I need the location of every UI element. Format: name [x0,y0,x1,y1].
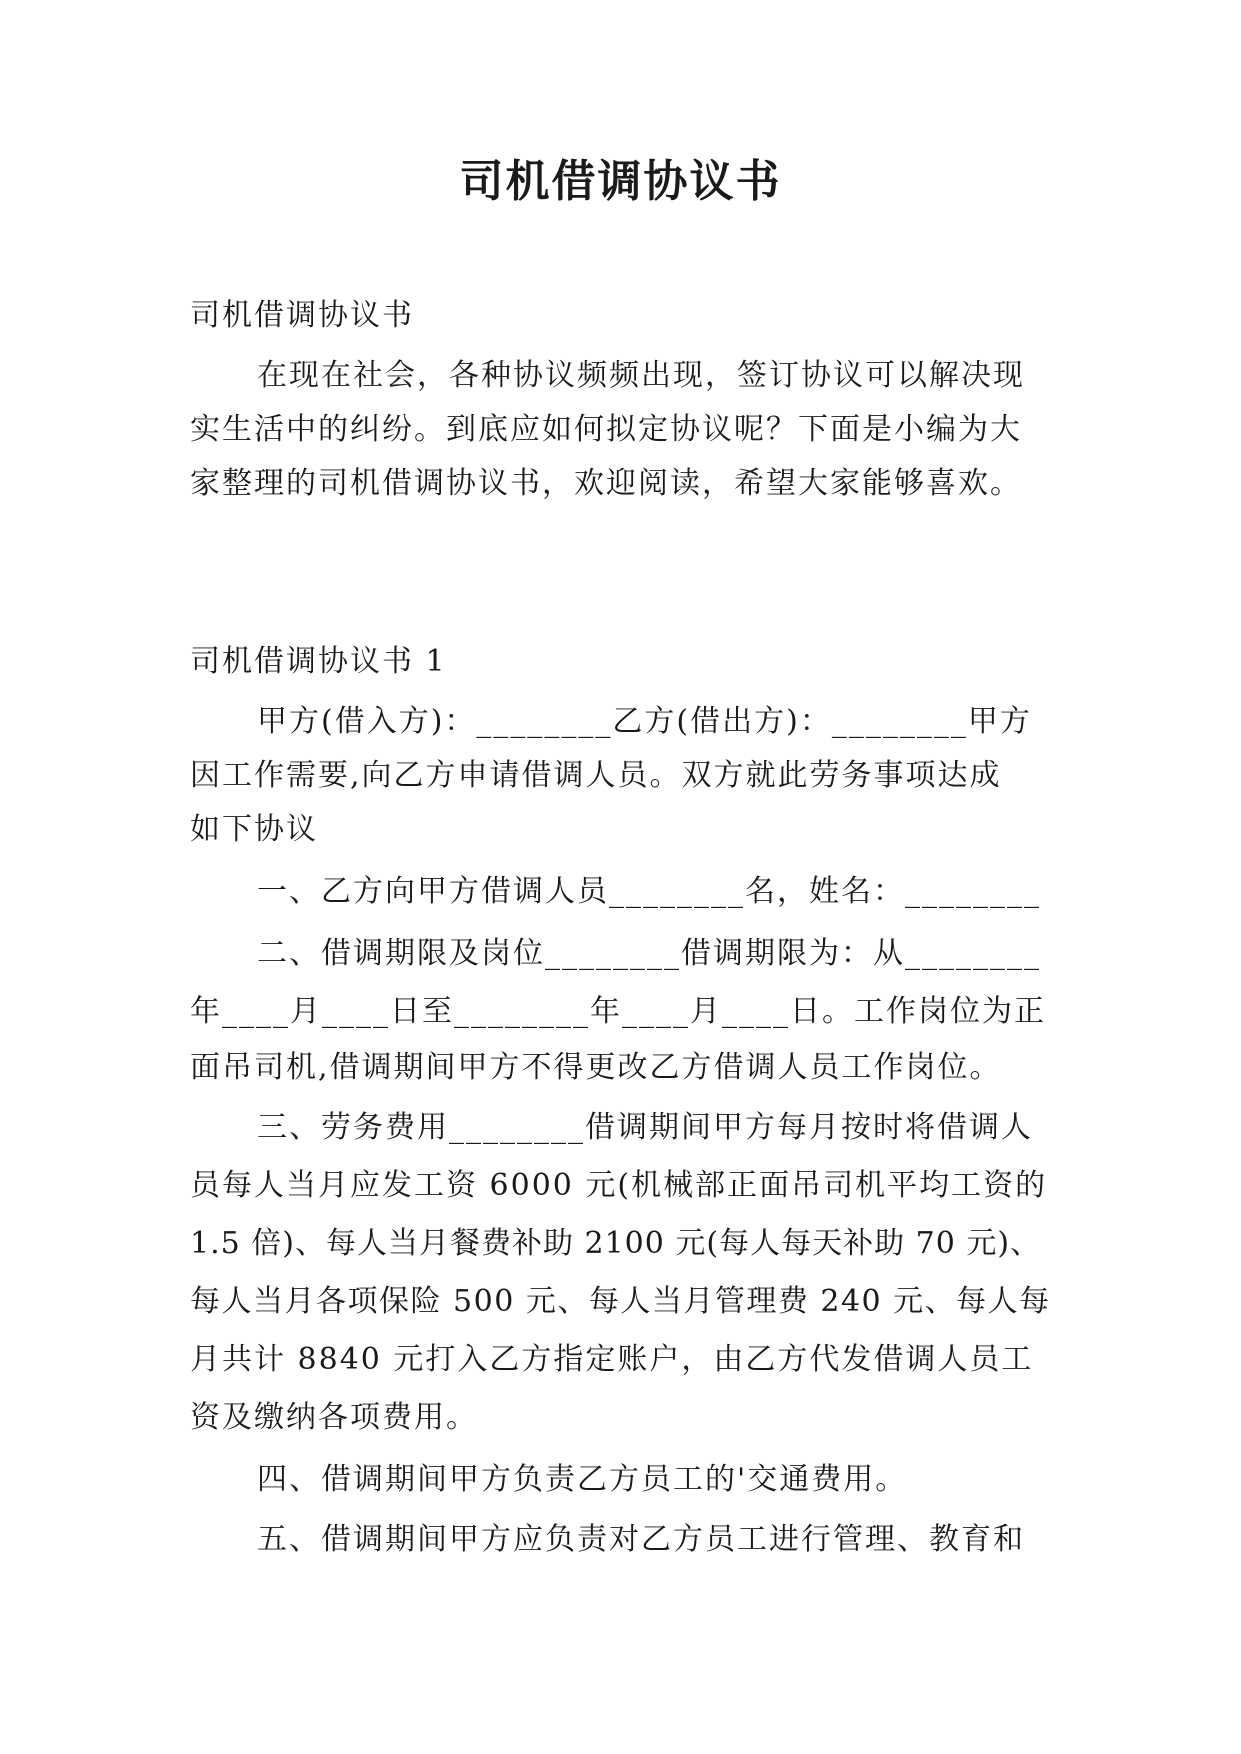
clause-line: 三、劳务费用________借调期间甲方每月按时将借调人 [257,1110,1033,1145]
body-line: 如下协议 [190,812,318,847]
clause-line: 二、借调期限及岗位________借调期限为：从________ [257,936,1041,971]
clause-line: 面吊司机,借调期间甲方不得更改乙方借调人员工作岗位。 [190,1050,1002,1085]
body-line: 因工作需要,向乙方申请借调人员。双方就此劳务事项达成 [190,758,1002,793]
intro-line: 家整理的司机借调协议书，欢迎阅读，希望大家能够喜欢。 [190,466,1022,501]
clause-line: 年____月____日至________年____月____日。工作岗位为正 [190,994,1046,1029]
intro-line: 在现在社会，各种协议频频出现，签订协议可以解决现 [257,358,1025,393]
clause-line: 五、借调期间甲方应负责对乙方员工进行管理、教育和 [257,1522,1025,1557]
clause-line: 员每人当月应发工资 6000 元(机械部正面吊司机平均工资的 [190,1168,1048,1203]
clause-line: 资及缴纳各项费用。 [190,1400,478,1435]
clause-line: 每人当月各项保险 500 元、每人当月管理费 240 元、每人每 [190,1284,1051,1319]
clause-line: 1.5 倍)、每人当月餐费补助 2100 元(每人每天补助 70 元)、 [190,1226,1042,1261]
section-heading: 司机借调协议书 1 [190,644,447,679]
document-title: 司机借调协议书 [459,156,782,207]
clause-line: 一、乙方向甲方借调人员________名，姓名：________ [257,874,1041,909]
body-line: 甲方(借入方)：________乙方(借出方)：________甲方 [257,704,1032,739]
clause-line: 月共计 8840 元打入乙方指定账户，由乙方代发借调人员工 [190,1342,1034,1377]
clause-line: 四、借调期间甲方负责乙方员工的'交通费用。 [257,1462,908,1497]
intro-line: 实生活中的纠纷。到底应如何拟定协议呢？下面是小编为大 [190,412,1022,447]
subtitle-line: 司机借调协议书 [190,298,414,333]
